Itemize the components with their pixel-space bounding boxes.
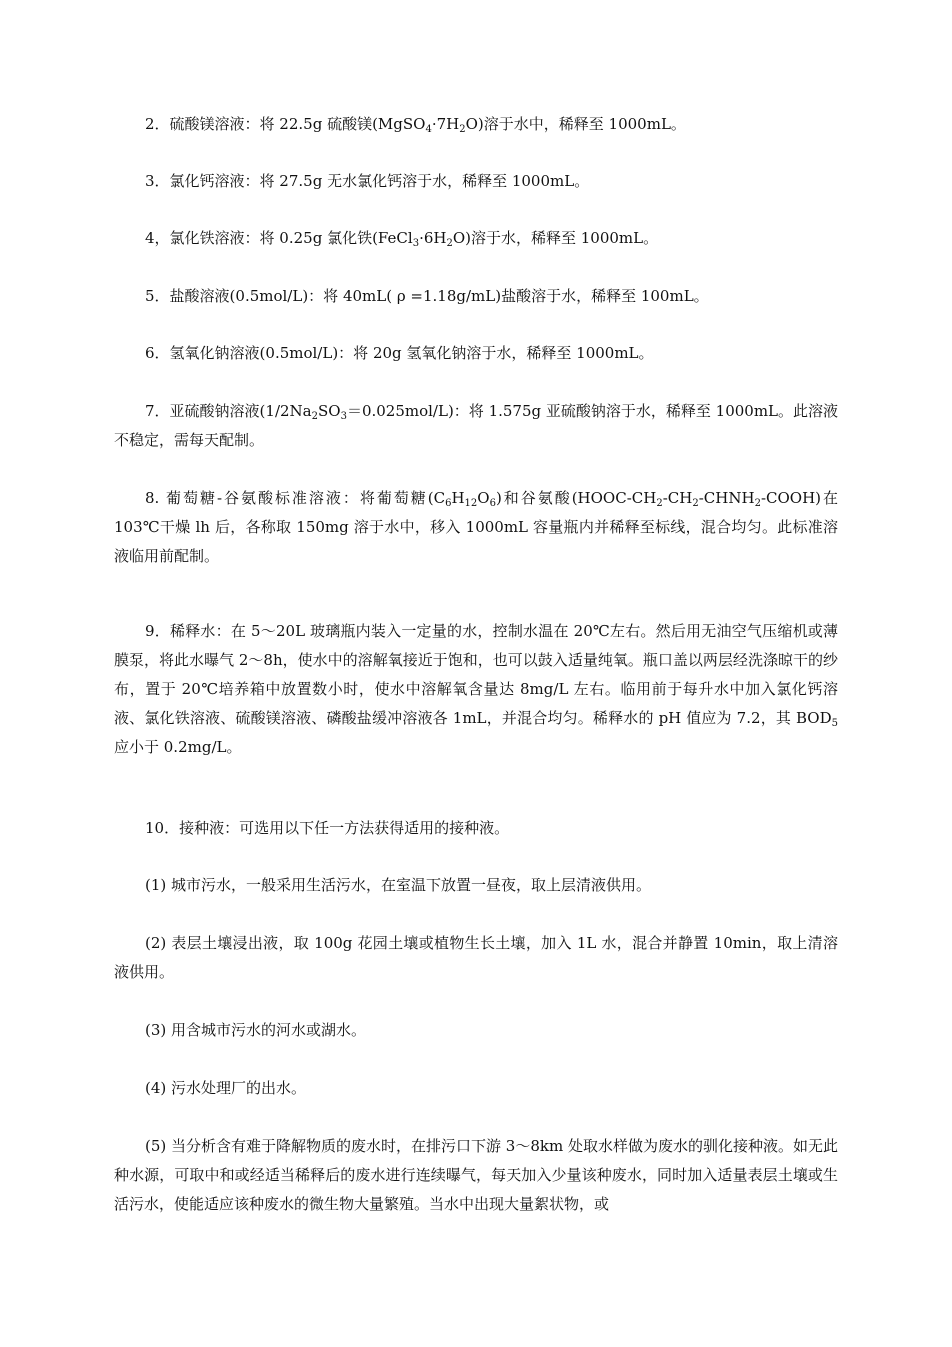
text-run: -COOH)在 103℃干燥 lh 后，各称取 150mg 溶于水中，移入 1000mL 容量瓶内并稀释至标线，混合均匀。此标准溶液临用前配制。 xyxy=(114,489,839,565)
text-run: SO xyxy=(317,402,341,420)
text-run: (3) 用含城市污水的河水或湖水。 xyxy=(145,1021,367,1039)
subscript: 3 xyxy=(412,238,420,249)
text-run: 应小于 0.2mg/L。 xyxy=(114,738,242,756)
subscript: 6 xyxy=(445,498,452,509)
text-run: (4) 污水处理厂的出水。 xyxy=(145,1079,307,1097)
text-run: 6．氢氧化钠溶液(0.5mol/L)：将 20g 氢氧化钠溶于水，稀释至 1000mL。 xyxy=(145,344,654,362)
text-run: (1) 城市污水，一般采用生活污水，在室温下放置一昼夜，取上层清液供用。 xyxy=(145,876,652,894)
text-run: 8. 葡萄糖-谷氨酸标准溶液：将葡萄糖(C xyxy=(145,489,446,507)
paragraph-item-3 xyxy=(114,167,838,196)
text-run: O)溶于水中，稀释至 1000mL。 xyxy=(465,115,686,133)
text-run: ·6H xyxy=(419,229,447,247)
text-run: H xyxy=(451,489,465,507)
paragraph-subitem-3 xyxy=(114,1016,838,1045)
paragraph-item-2 xyxy=(114,110,838,139)
subscript: 2 xyxy=(446,238,453,249)
subscript: 5 xyxy=(831,718,838,729)
paragraph-subitem-4 xyxy=(114,1074,838,1103)
paragraph-item-6 xyxy=(114,339,838,368)
text-run: )和谷氨酸(HOOC-CH xyxy=(495,489,657,507)
text-run: (5) 当分析含有难于降解物质的废水时，在排污口下游 3～8km 处取水样做为废水的驯化接种液。如无此种水源，可取中和或经适当稀释后的废水进行连续曝气，每天加入少量该种废水，同时加入适量表层土壤或生活污水，使能适应该种废水的微生物大量繁殖。当水中出现大量絮状物，或 xyxy=(114,1137,838,1213)
text-run: (2) 表层土壤浸出液，取 100g 花园土壤或植物生长土壤，加入 1L 水，混合并静置 10min，取上清溶液供用。 xyxy=(114,934,838,981)
text-run: -CH xyxy=(662,489,693,507)
paragraph-item-4 xyxy=(114,224,838,253)
subscript: 6 xyxy=(489,498,496,509)
subscript: 12 xyxy=(464,498,478,509)
paragraph-subitem-2 xyxy=(114,929,838,987)
paragraph-item-8 xyxy=(114,484,838,571)
paragraph-item-7 xyxy=(114,397,838,455)
text-run: 3．氯化钙溶液：将 27.5g 无水氯化钙溶于水，稀释至 1000mL。 xyxy=(145,172,590,190)
paragraph-item-9 xyxy=(114,617,838,762)
paragraph-subitem-1 xyxy=(114,871,838,900)
paragraph-subitem-5 xyxy=(114,1132,838,1219)
text-run: 2．硫酸镁溶液：将 22.5g 硫酸镁(MgSO xyxy=(145,115,426,133)
text-run: 7．亚硫酸钠溶液(1/2Na xyxy=(145,402,312,420)
text-run: 9．稀释水：在 5～20L 玻璃瓶内装入一定量的水，控制水温在 20℃左右。然后用无油空气压缩机或薄膜泵，将此水曝气 2～8h，使水中的溶解氧接近于饱和，也可以鼓入适量纯氧。瓶口盖以两层经洗涤晾干的纱布，置于 20℃培养箱中放置数小时，使水中溶解氧含量达 8mg/L 左右。临用前于每升水中加入氯化钙溶液、氯化铁溶液、硫酸镁溶液、磷酸盐缓冲溶液各 1mL，并混合均匀。稀释水的 pH 值应为 7.2，其 BOD xyxy=(114,622,838,727)
subscript: 2 xyxy=(656,498,663,509)
text-run: -CHNH xyxy=(698,489,755,507)
subscript: 3 xyxy=(340,411,347,422)
text-run: 10．接种液：可选用以下任一方法获得适用的接种液。 xyxy=(145,819,510,837)
text-run: 5．盐酸溶液(0.5mol/L)：将 40mL( ρ =1.18g/mL)盐酸溶于水，稀释至 100mL。 xyxy=(145,287,709,305)
text-run: 4，氯化铁溶液：将 0.25g 氯化铁(FeCl xyxy=(145,229,413,247)
paragraph-item-5 xyxy=(114,282,838,311)
text-run: ·7H xyxy=(431,115,460,133)
text-run: O xyxy=(477,489,490,507)
subscript: 4 xyxy=(425,124,432,135)
text-run: O)溶于水，稀释至 1000mL。 xyxy=(452,229,659,247)
text-run: ＝0.025mol/L)：将 1.575g 亚硫酸钠溶于水，稀释至 1000mL。此溶液不稳定，需每天配制。 xyxy=(114,402,839,449)
subscript: 2 xyxy=(311,411,318,422)
subscript: 2 xyxy=(692,498,699,509)
paragraph-item-10 xyxy=(114,814,838,843)
subscript: 2 xyxy=(459,124,466,135)
subscript: 2 xyxy=(754,498,761,509)
